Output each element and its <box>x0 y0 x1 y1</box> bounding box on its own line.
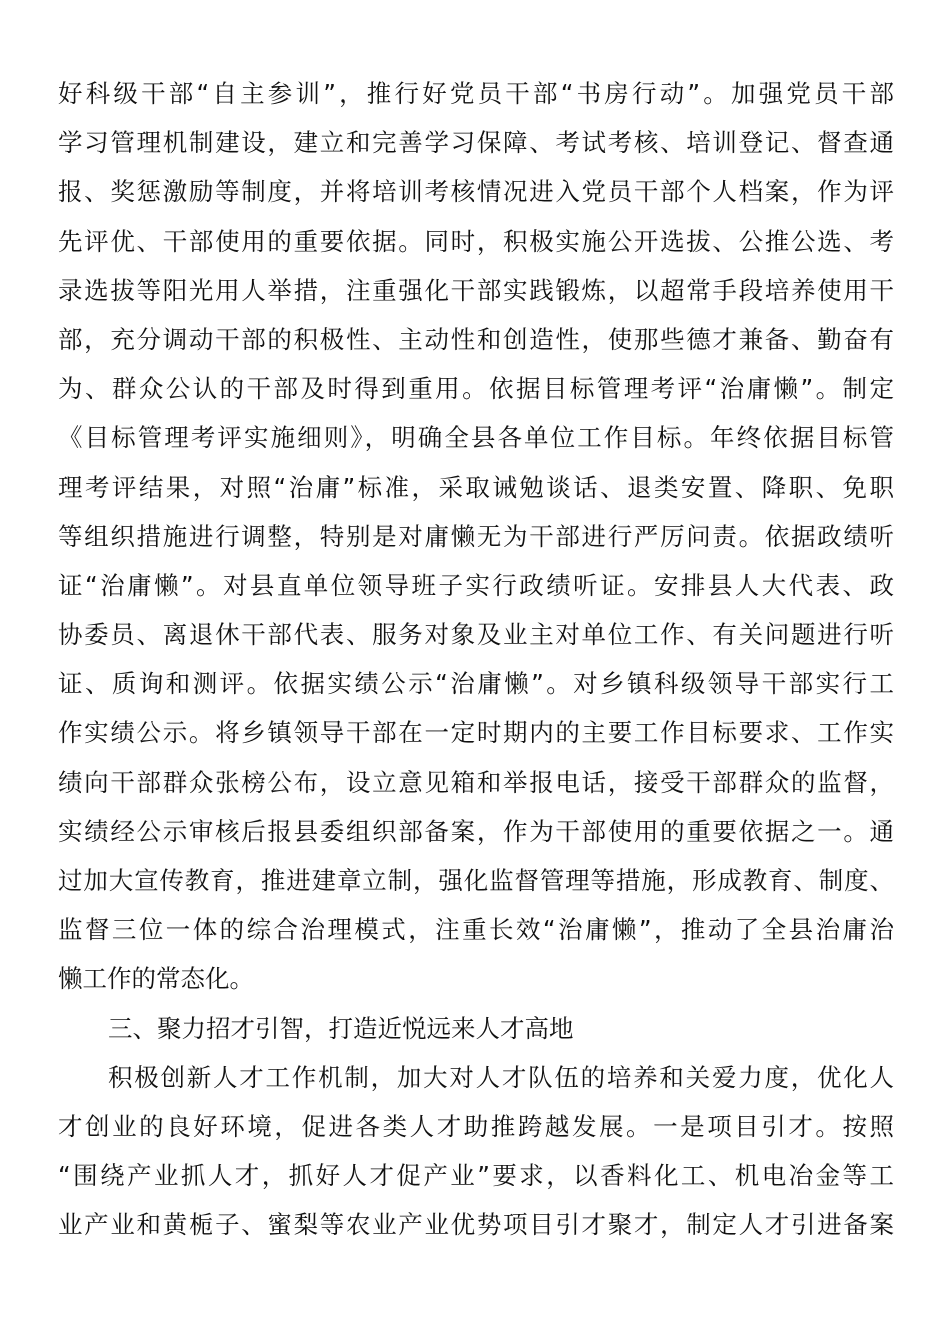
text-line: 等组织措施进行调整，特别是对庸懒无为干部进行严厉问责。依据政绩听 <box>58 521 894 551</box>
text-line: 录选拔等阳光用人举措，注重强化干部实践锻炼，以超常手段培养使用干 <box>58 275 894 305</box>
text-line: 协委员、离退休干部代表、服务对象及业主对单位工作、有关问题进行听 <box>58 620 894 650</box>
text-line: 理考评结果，对照“治庸”标准，采取诫勉谈话、退类安置、降职、免职 <box>58 472 894 502</box>
text-line: 积极创新人才工作机制，加大对人才队伍的培养和关爱力度，优化人 <box>108 1062 894 1092</box>
text-line: 报、奖惩激励等制度，并将培训考核情况进入党员干部个人档案，作为评 <box>58 177 894 207</box>
text-line: 好科级干部“自主参训”，推行好党员干部“书房行动”。加强党员干部 <box>58 79 894 108</box>
text-line: “围绕产业抓人才，抓好人才促产业”要求，以香料化工、机电冶金等工 <box>58 1161 894 1191</box>
text-line: 业产业和黄栀子、蜜梨等农业产业优势项目引才聚才，制定人才引进备案 <box>58 1210 894 1240</box>
text-line: 作实绩公示。将乡镇领导干部在一定时期内的主要工作目标要求、工作实 <box>58 718 894 748</box>
text-line: 才创业的良好环境，促进各类人才助推跨越发展。一是项目引才。按照 <box>58 1111 894 1141</box>
document-body <box>58 69 894 1250</box>
text-line: 先评优、干部使用的重要依据。同时，积极实施公开选拔、公推公选、考 <box>58 226 894 256</box>
text-line: 为、群众公认的干部及时得到重用。依据目标管理考评“治庸懒”。制定 <box>58 374 894 404</box>
text-line: 绩向干部群众张榜公布，设立意见箱和举报电话，接受干部群众的监督， <box>58 767 894 797</box>
text-line: 实绩经公示审核后报县委组织部备案，作为干部使用的重要依据之一。通 <box>58 816 894 846</box>
text-line: 过加大宣传教育，推进建章立制，强化监督管理等措施，形成教育、制度、 <box>58 866 894 895</box>
text-line: 《目标管理考评实施细则》，明确全县各单位工作目标。年终依据目标管 <box>58 423 894 453</box>
text-line: 懒工作的常态化。 <box>58 964 254 994</box>
text-line: 监督三位一体的综合治理模式，注重长效“治庸懒”，推动了全县治庸治 <box>58 915 894 945</box>
text-line: 证、质询和测评。依据实绩公示“治庸懒”。对乡镇科级领导干部实行工 <box>58 669 894 699</box>
text-line: 部，充分调动干部的积极性、主动性和创造性，使那些德才兼备、勤奋有 <box>58 324 894 354</box>
section-heading: 三、聚力招才引智，打造近悦远来人才高地 <box>108 1013 574 1043</box>
text-line: 学习管理机制建设，建立和完善学习保障、考试考核、培训登记、督查通 <box>58 128 894 158</box>
text-line: 证“治庸懒”。对县直单位领导班子实行政绩听证。安排县人大代表、政 <box>58 570 894 600</box>
